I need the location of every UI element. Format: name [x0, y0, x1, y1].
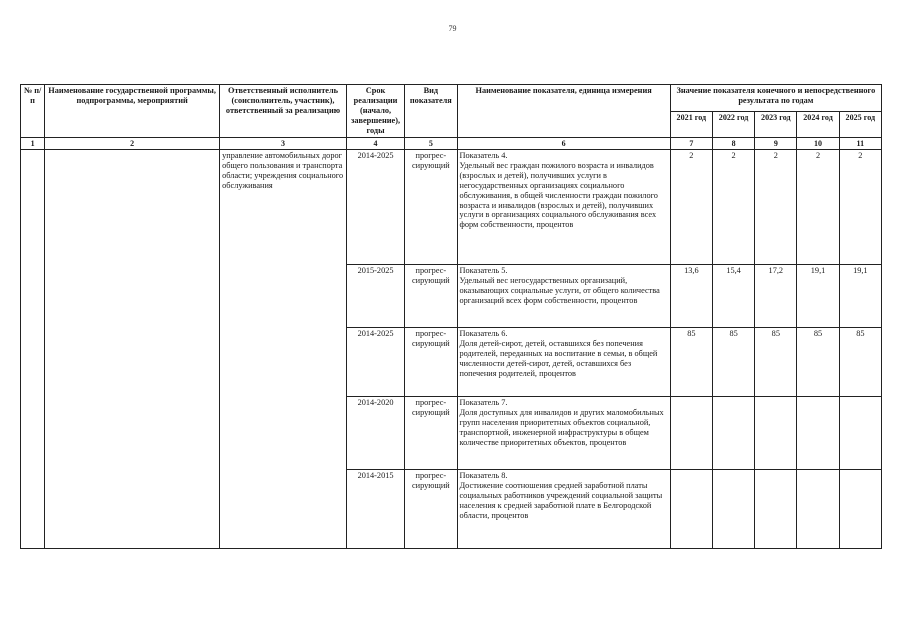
cell-indicator	[457, 149, 670, 264]
cell-value	[670, 469, 712, 548]
column-number: 8	[712, 137, 754, 149]
indicator-title: Показатель 5.	[459, 265, 508, 275]
cell-period: 2014-2015	[346, 469, 404, 548]
cell-period: 2015-2025	[346, 264, 404, 327]
cell-type: прогрес-сирующий	[405, 264, 457, 327]
column-number: 4	[346, 137, 404, 149]
indicator-title: Показатель 8.	[459, 470, 508, 480]
header-year: 2024 год	[797, 112, 839, 137]
column-number: 9	[755, 137, 797, 149]
column-number: 11	[839, 137, 881, 149]
cell-value: 13,6	[670, 264, 712, 327]
cell-type: прогрес-сирующий	[405, 149, 457, 264]
header-year: 2025 год	[839, 112, 881, 137]
indicator-text: Удельный вес граждан пожилого возраста и инвалидов (взрослых и детей), получивших услуги в негосударственных организациях социального обслуживания, в общей численности граждан пожилого возраста и инвалидов (взрослых и детей), получивших услуги в организациях социального обслуживания всех форм собственности, процентов	[459, 160, 658, 230]
cell-value: 2	[839, 149, 881, 264]
cell-value	[797, 469, 839, 548]
cell-value	[712, 396, 754, 469]
cell-indicator	[457, 327, 670, 396]
cell-value	[839, 469, 881, 548]
indicator-text: Доля детей-сирот, детей, оставшихся без попечения родителей, переданных на воспитание в семьи, в общей численности детей-сирот, детей, оставшихся без попечения родителей, процентов	[459, 338, 658, 378]
header-executor: Ответственный исполнитель (соисполнитель, участник), ответственный за реализацию	[220, 85, 347, 138]
header-indicator: Наименование показателя, единица измерения	[457, 85, 670, 138]
cell-value	[755, 469, 797, 548]
cell-value: 2	[755, 149, 797, 264]
cell-value	[670, 396, 712, 469]
header-year: 2023 год	[755, 112, 797, 137]
header-num: № п/п	[21, 85, 45, 138]
cell-type: прогрес-сирующий	[405, 469, 457, 548]
indicator-text: Достижение соотношения средней заработной платы социальных работников учреждений социальной защиты населения к средней заработной плате в Белгородской области, процентов	[459, 480, 663, 520]
cell-indicator	[457, 264, 670, 327]
header-row	[21, 85, 882, 112]
header-period: Срок реализации (начало, завершение), годы	[346, 85, 404, 138]
header-year: 2022 год	[712, 112, 754, 137]
page-number: 79	[448, 24, 457, 33]
cell-value: 19,1	[839, 264, 881, 327]
cell-value: 17,2	[755, 264, 797, 327]
indicator-title: Показатель 7.	[459, 397, 508, 407]
cell-value: 85	[797, 327, 839, 396]
column-number-row	[21, 137, 882, 149]
cell-num	[21, 149, 45, 548]
column-number: 7	[670, 137, 712, 149]
column-number: 1	[21, 137, 45, 149]
header-values-group: Значение показателя конечного и непосредственного результата по годам	[670, 85, 881, 112]
cell-indicator	[457, 469, 670, 548]
cell-indicator	[457, 396, 670, 469]
cell-value	[755, 396, 797, 469]
cell-value: 85	[670, 327, 712, 396]
cell-type: прогрес-сирующий	[405, 396, 457, 469]
indicator-text: Доля доступных для инвалидов и других маломобильных групп населения приоритетных объектов социальной, транспортной, инженерной инфраструктуры в общем количестве приоритетных объектов, процентов	[459, 407, 664, 447]
header-program: Наименование государственной программы, подпрограммы, мероприятий	[45, 85, 220, 138]
column-number: 2	[45, 137, 220, 149]
cell-value	[712, 469, 754, 548]
cell-value: 85	[839, 327, 881, 396]
indicators-table	[20, 84, 882, 549]
header-type: Вид показателя	[405, 85, 457, 138]
cell-value	[839, 396, 881, 469]
cell-type: прогрес-сирующий	[405, 327, 457, 396]
cell-period: 2014-2025	[346, 149, 404, 264]
cell-period: 2014-2020	[346, 396, 404, 469]
column-number: 5	[405, 137, 457, 149]
cell-value: 2	[670, 149, 712, 264]
cell-value: 2	[797, 149, 839, 264]
cell-value: 85	[755, 327, 797, 396]
column-number: 10	[797, 137, 839, 149]
cell-period: 2014-2025	[346, 327, 404, 396]
indicator-title: Показатель 6.	[459, 328, 508, 338]
indicator-title: Показатель 4.	[459, 150, 508, 160]
cell-value: 2	[712, 149, 754, 264]
table-row	[21, 149, 882, 264]
column-number: 6	[457, 137, 670, 149]
cell-executor: управление автомобильных дорог общего пользования и транспорта области; учреждения социального обслуживания	[220, 149, 347, 548]
cell-value: 15,4	[712, 264, 754, 327]
cell-value: 85	[712, 327, 754, 396]
cell-program	[45, 149, 220, 548]
cell-value	[797, 396, 839, 469]
cell-value: 19,1	[797, 264, 839, 327]
header-year: 2021 год	[670, 112, 712, 137]
indicator-text: Удельный вес негосударственных организаций, оказывающих социальные услуги, от общего количества организаций всех форм собственности, процентов	[459, 275, 660, 305]
column-number: 3	[220, 137, 347, 149]
